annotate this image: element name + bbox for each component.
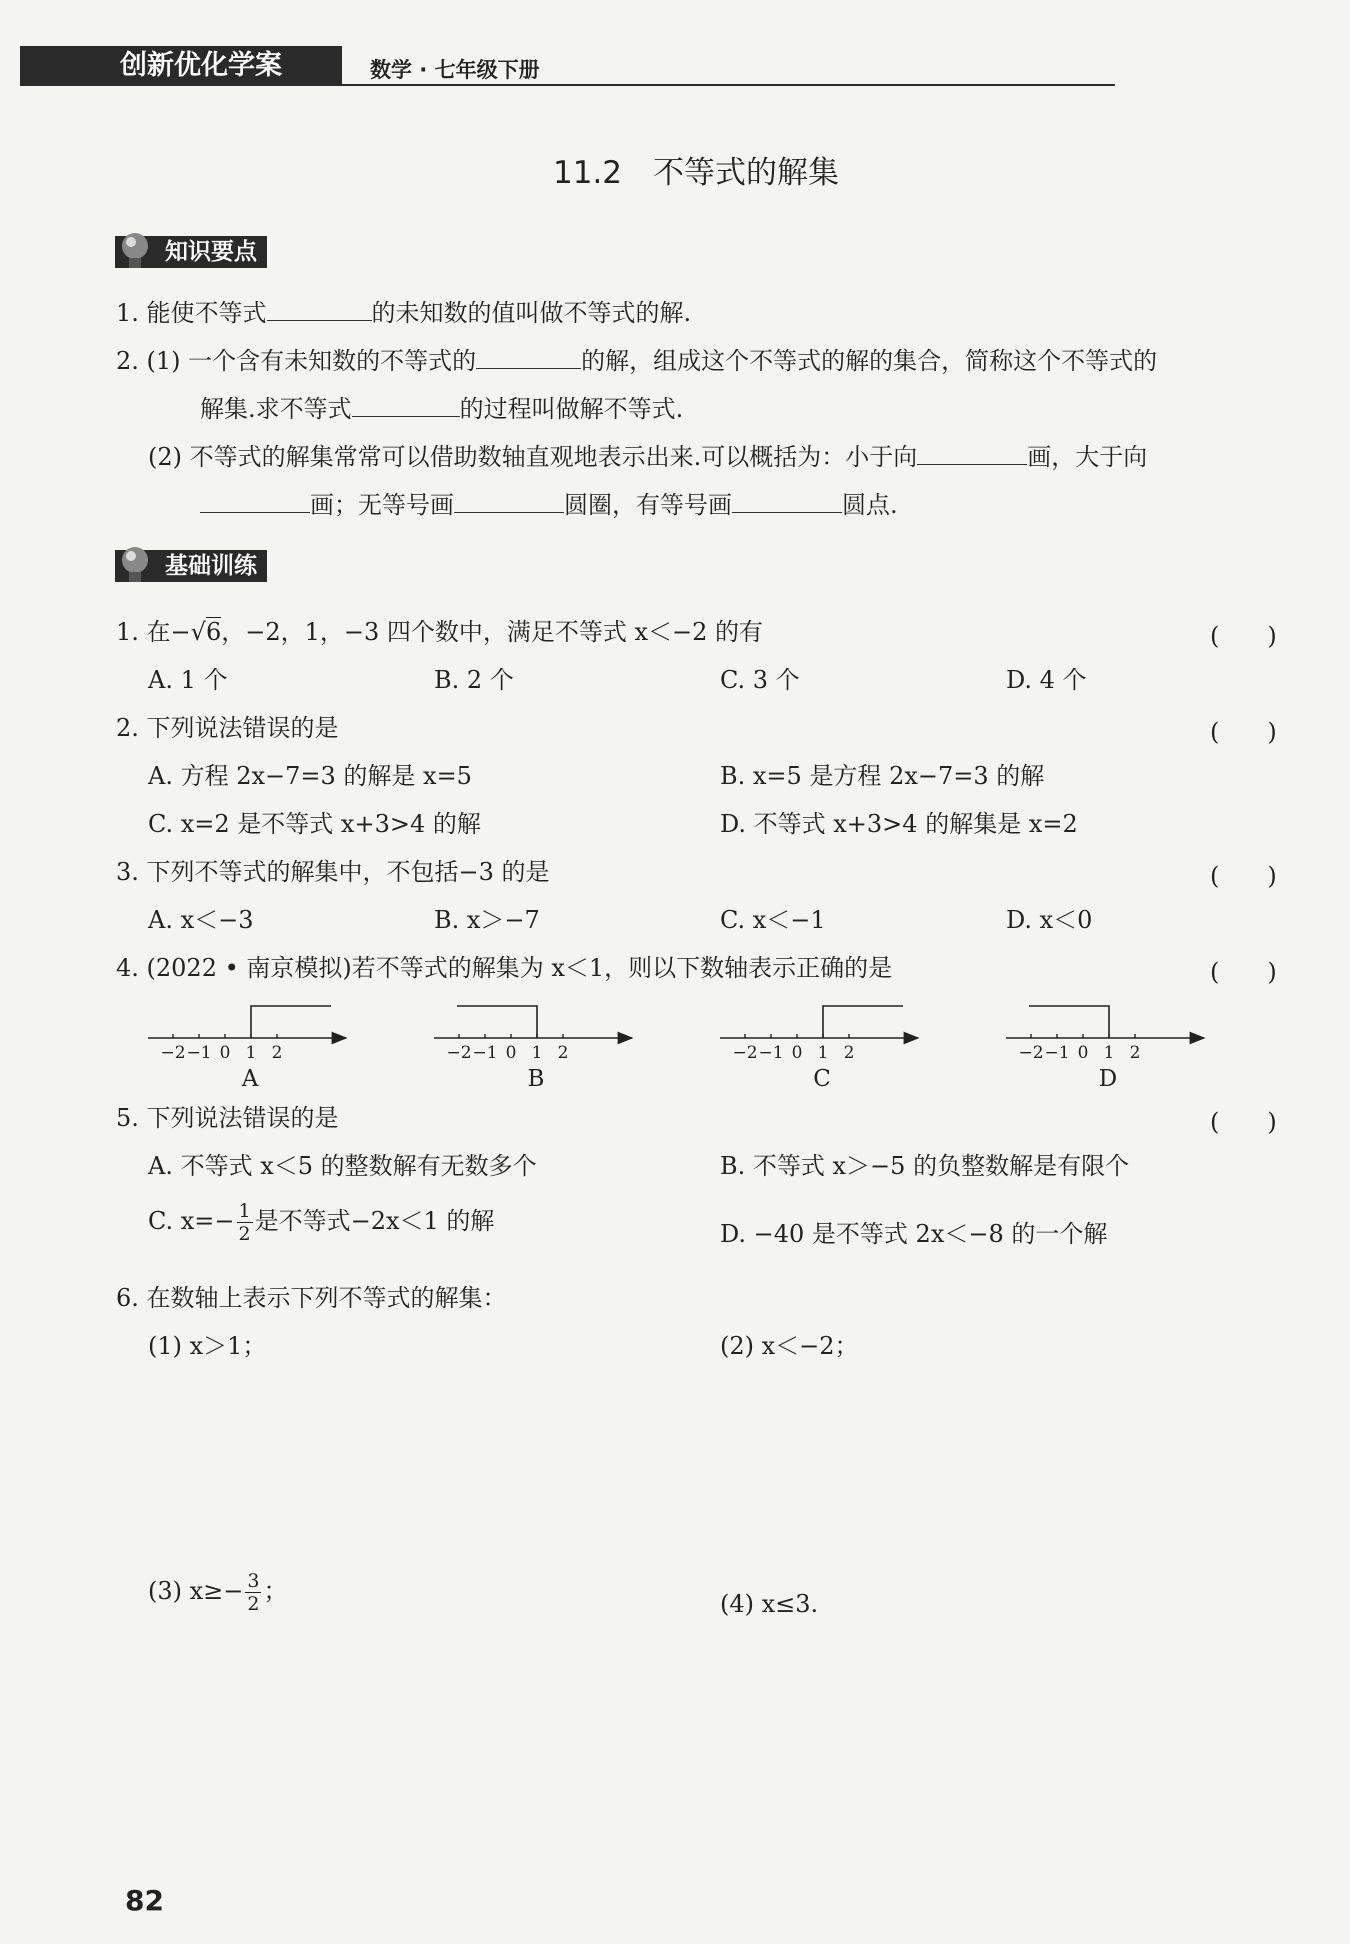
question-3-stem: 3. 下列不等式的解集中，不包括−3 的是 (116, 858, 550, 886)
q6-part-2: (2) x＜−2； (720, 1332, 859, 1360)
tick-label: −1 (186, 1043, 212, 1063)
q6-part-3 (148, 1570, 287, 1615)
answer-paren[interactable]: ( ) (1210, 862, 1277, 890)
text: 圆圈，有等号画 (564, 491, 732, 519)
answer-blank[interactable] (454, 488, 564, 513)
number-line-b[interactable] (434, 1006, 632, 1090)
tick-label: 2 (271, 1043, 283, 1063)
text: ； (263, 1577, 288, 1605)
question-5-stem: 5. 下列说法错误的是 (116, 1104, 339, 1132)
sqrt-symbol: √ (190, 618, 206, 646)
tick-label: −1 (472, 1043, 498, 1063)
tick-label: −2 (732, 1043, 758, 1063)
knowledge-item-2 (116, 344, 1157, 377)
denominator: 2 (247, 1593, 260, 1615)
option-label: A (241, 1066, 259, 1090)
tick-label: −1 (1044, 1043, 1070, 1063)
q3-option-c[interactable]: C. x＜−1 (720, 906, 826, 934)
number-line-a[interactable] (148, 1006, 346, 1090)
tick-label: −2 (1018, 1043, 1044, 1063)
tick-label: −2 (446, 1043, 472, 1063)
q1-option-c[interactable]: C. 3 个 (720, 666, 800, 694)
tick-label: 0 (219, 1043, 231, 1063)
text: 1. 在− (116, 618, 191, 646)
text: ，−2，1，−3 四个数中，满足不等式 x＜−2 的有 (221, 618, 764, 646)
q1-option-d[interactable]: D. 4 个 (1006, 666, 1087, 694)
q5-option-b[interactable]: B. 不等式 x＞−5 的负整数解是有限个 (720, 1152, 1130, 1180)
solution-bracket (251, 1006, 331, 1038)
solution-bracket (457, 1006, 537, 1038)
answer-blank[interactable] (267, 296, 372, 321)
section-training (115, 550, 267, 582)
question-1-stem (116, 616, 763, 648)
knowledge-item-1 (116, 296, 691, 329)
tick-label: 1 (1103, 1043, 1115, 1063)
bulb-icon (121, 546, 149, 586)
number-line-d[interactable] (1006, 1006, 1204, 1090)
tick-label: 1 (817, 1043, 829, 1063)
numerator: 3 (247, 1570, 260, 1592)
tick-label: −2 (160, 1043, 186, 1063)
q3-option-a[interactable]: A. x＜−3 (148, 906, 254, 934)
text: 2. (1) 一个含有未知数的不等式的 (116, 347, 477, 375)
fraction (245, 1570, 261, 1615)
section-training-label: 基础训练 (165, 553, 257, 579)
tick-label: −1 (758, 1043, 784, 1063)
tick-label: 0 (1077, 1043, 1089, 1063)
solution-bracket (823, 1006, 903, 1038)
page-title: 11.2 不等式的解集 (553, 155, 840, 191)
denominator: 2 (238, 1223, 251, 1245)
answer-blank[interactable] (200, 488, 310, 513)
q5-option-a[interactable]: A. 不等式 x＜5 的整数解有无数多个 (148, 1152, 537, 1180)
knowledge-item-2-cont (200, 392, 683, 425)
text: 的未知数的值叫做不等式的解. (371, 299, 692, 327)
option-label: B (527, 1066, 545, 1090)
answer-blank[interactable] (476, 344, 581, 369)
text: (2) 不等式的解集常常可以借助数轴直观地表示出来.可以概括为：小于向 (148, 443, 918, 471)
header-rule (20, 84, 1115, 86)
q2-option-b[interactable]: B. x=5 是方程 2x−7=3 的解 (720, 762, 1045, 790)
q5-option-d[interactable]: D. −40 是不等式 2x＜−8 的一个解 (720, 1220, 1108, 1248)
page-number: 82 (125, 1884, 164, 1917)
brand-text: 创新优化学案 (120, 50, 282, 81)
section-knowledge (115, 236, 267, 268)
solution-bracket (1029, 1006, 1109, 1038)
q6-part-1: (1) x＞1； (148, 1332, 267, 1360)
text: 解集.求不等式 (200, 395, 352, 423)
q2-option-c[interactable]: C. x=2 是不等式 x+3>4 的解 (148, 810, 481, 838)
question-6-stem: 6. 在数轴上表示下列不等式的解集： (116, 1284, 507, 1312)
section-knowledge-label: 知识要点 (165, 239, 257, 265)
fraction (237, 1200, 253, 1245)
subject-label: 数学 · 七年级下册 (370, 58, 540, 82)
answer-blank[interactable] (352, 392, 460, 417)
text: 的过程叫做解不等式. (459, 395, 684, 423)
text: 圆点. (842, 491, 898, 519)
option-label: C (813, 1066, 831, 1090)
text: 画，大于向 (1027, 443, 1148, 471)
q5-option-c[interactable] (148, 1200, 494, 1245)
question-2-stem: 2. 下列说法错误的是 (116, 714, 339, 742)
q3-option-d[interactable]: D. x＜0 (1006, 906, 1093, 934)
text: (3) x≥− (148, 1577, 244, 1605)
q2-option-a[interactable]: A. 方程 2x−7=3 的解是 x=5 (148, 762, 472, 790)
text: 是不等式−2x＜1 的解 (254, 1207, 495, 1235)
text: 1. 能使不等式 (116, 299, 267, 327)
tick-label: 2 (557, 1043, 569, 1063)
question-4-stem: 4. (2022 • 南京模拟)若不等式的解集为 x＜1，则以下数轴表示正确的是 (116, 954, 893, 982)
tick-label: 1 (245, 1043, 257, 1063)
tick-label: 2 (843, 1043, 855, 1063)
sqrt-argument: 6 (205, 618, 222, 646)
text: C. x=− (148, 1207, 235, 1235)
knowledge-item-3 (148, 440, 1147, 473)
q6-part-4: (4) x≤3. (720, 1590, 819, 1618)
q4-number-lines (140, 990, 1220, 1090)
text: 的解，组成这个不等式的解的集合，简称这个不等式的 (581, 347, 1158, 375)
tick-label: 1 (531, 1043, 543, 1063)
knowledge-item-3-cont (200, 488, 898, 521)
answer-paren[interactable]: ( ) (1210, 1108, 1277, 1136)
q1-option-a[interactable]: A. 1 个 (148, 666, 228, 694)
brand-banner (20, 46, 342, 86)
tick-label: 2 (1129, 1043, 1141, 1063)
text: 画；无等号画 (310, 491, 454, 519)
bulb-icon (121, 232, 149, 272)
q3-option-b[interactable]: B. x＞−7 (434, 906, 540, 934)
q1-option-b[interactable]: B. 2 个 (434, 666, 514, 694)
tick-label: 0 (791, 1043, 803, 1063)
option-label: D (1098, 1066, 1118, 1090)
answer-blank[interactable] (732, 488, 842, 513)
tick-label: 0 (505, 1043, 517, 1063)
number-line-c[interactable] (720, 1006, 918, 1090)
answer-paren[interactable]: ( ) (1210, 958, 1277, 986)
numerator: 1 (238, 1200, 251, 1222)
answer-paren[interactable]: ( ) (1210, 718, 1277, 746)
answer-paren[interactable]: ( ) (1210, 622, 1277, 650)
q2-option-d[interactable]: D. 不等式 x+3>4 的解集是 x=2 (720, 810, 1078, 838)
answer-blank[interactable] (917, 440, 1027, 465)
